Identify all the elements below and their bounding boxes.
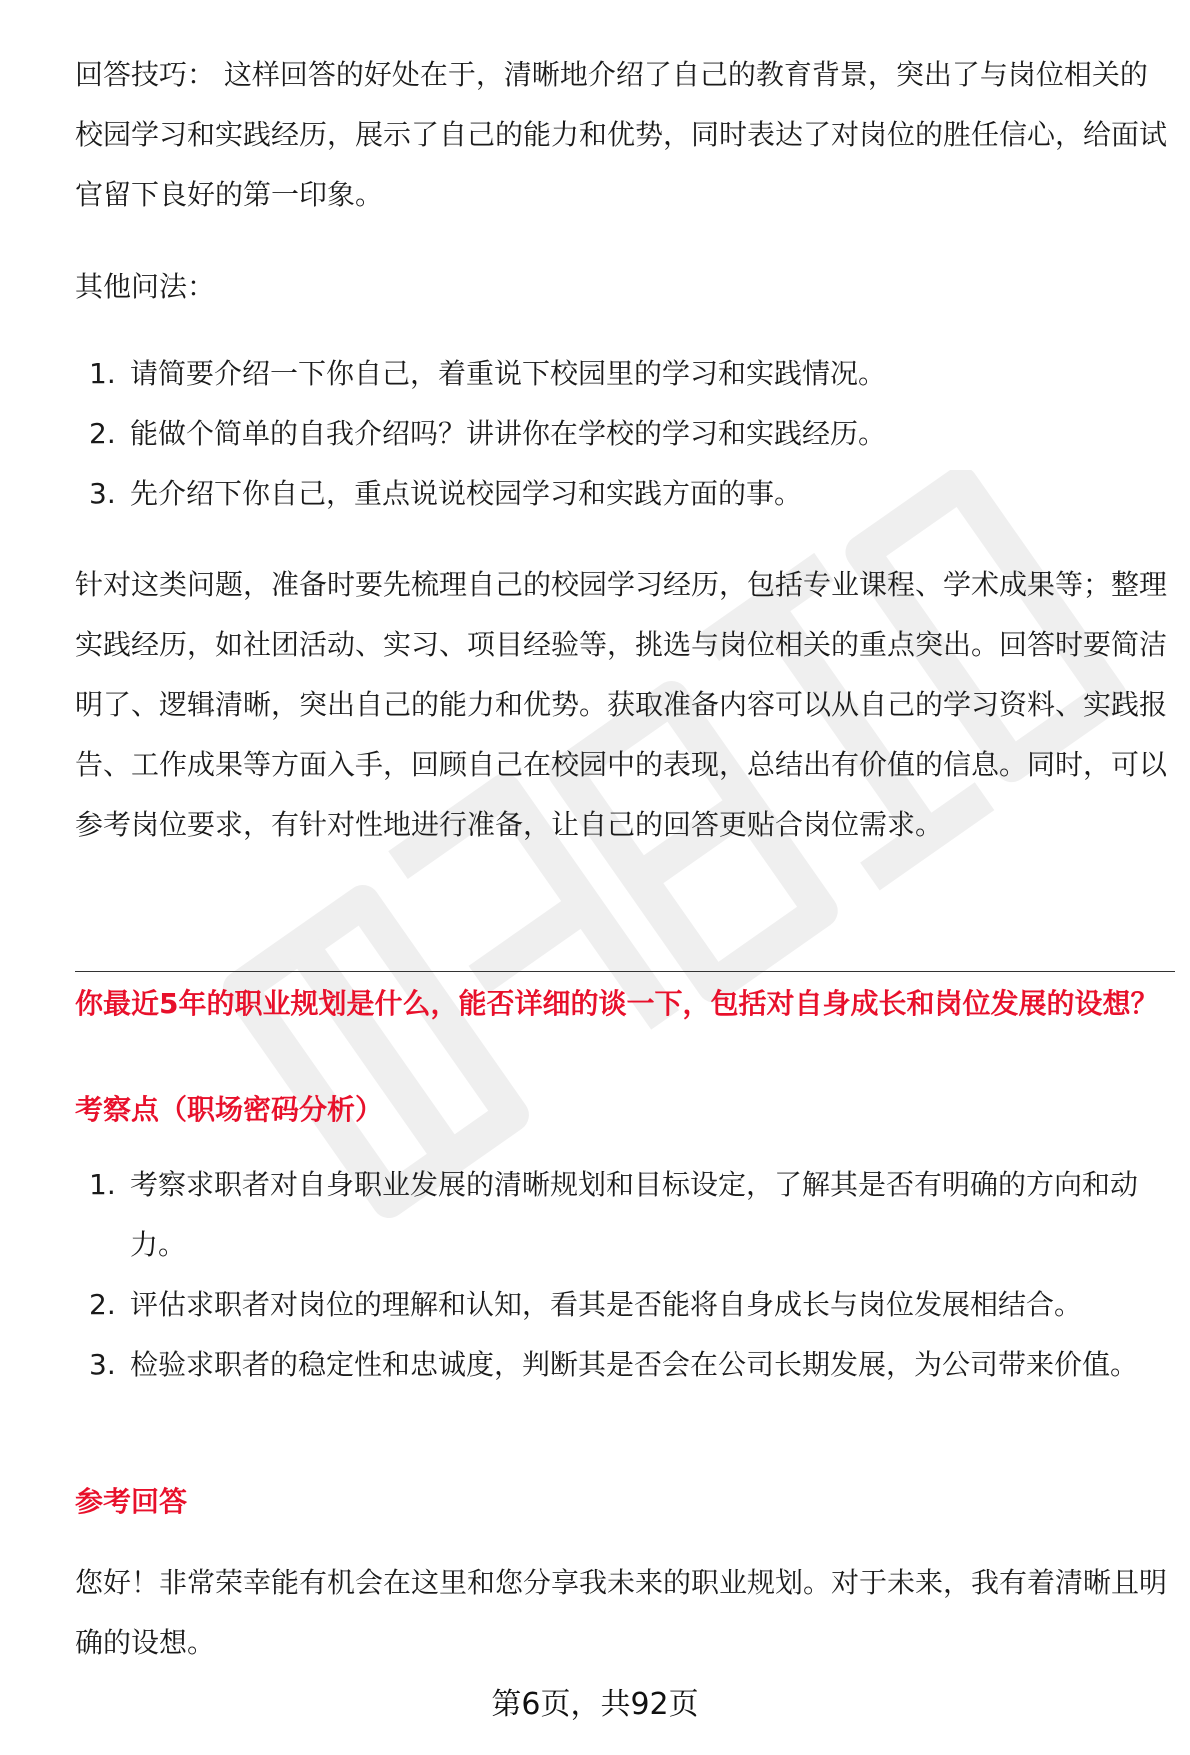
reference-answer-heading: 参考回答 (75, 1485, 188, 1518)
list-item: 1. 请简要介绍一下你自己，着重说下校园里的学习和实践情况。 (89, 357, 887, 390)
list-item: 3. 先介绍下你自己，重点说说校园学习和实践方面的事。 (89, 477, 803, 510)
list-item: 3. 检验求职者的稳定性和忠诚度，判断其是否会在公司长期发展，为公司带来价值。 (89, 1348, 1139, 1381)
other-questions-list (75, 344, 1175, 524)
list-item: 1. 考察求职者对自身职业发展的清晰规划和目标设定，了解其是否有明确的方向和动力。 (89, 1168, 1139, 1261)
list-item: 2. 评估求职者对岗位的理解和认知，看其是否能将自身成长与岗位发展相结合。 (89, 1288, 1083, 1321)
interview-question-heading: 你最近5年的职业规划是什么，能否详细的谈一下，包括对自身成长和岗位发展的设想？ (75, 987, 1159, 1020)
page-number-footer: 第6页，共92页 (491, 1687, 699, 1722)
list-item: 2. 能做个简单的自我介绍吗？讲讲你在学校的学习和实践经历。 (89, 417, 887, 450)
answer-tips-paragraph: 回答技巧： 这样回答的好处在于，清晰地介绍了自己的教育背景，突出了与岗位相关的校园学习和实践经历，展示了自己的能力和优势，同时表达了对岗位的胜任信心，给面试官留下良好的第一印象。 (75, 58, 1168, 211)
analysis-heading: 考察点（职场密码分析） (75, 1093, 384, 1126)
preparation-advice-paragraph: 针对这类问题，准备时要先梳理自己的校园学习经历，包括专业课程、学术成果等；整理实践经历，如社团活动、实习、项目经验等，挑选与岗位相关的重点突出。回答时要简洁明了、逻辑清晰，突出自己的能力和优势。获取准备内容可以从自己的学习资料、实践报告、工作成果等方面入手，回顾自己在校园中的表现，总结出有价值的信息。同时，可以参考岗位要求，有针对性地进行准备，让自己的回答更贴合岗位需求。 (75, 568, 1168, 841)
reference-answer-paragraph: 您好！非常荣幸能有机会在这里和您分享我未来的职业规划。对于未来，我有着清晰且明确的设想。 (75, 1566, 1168, 1659)
other-questions-label: 其他问法： (75, 270, 216, 303)
analysis-points-list (75, 1155, 1175, 1395)
section-divider (75, 971, 1175, 972)
